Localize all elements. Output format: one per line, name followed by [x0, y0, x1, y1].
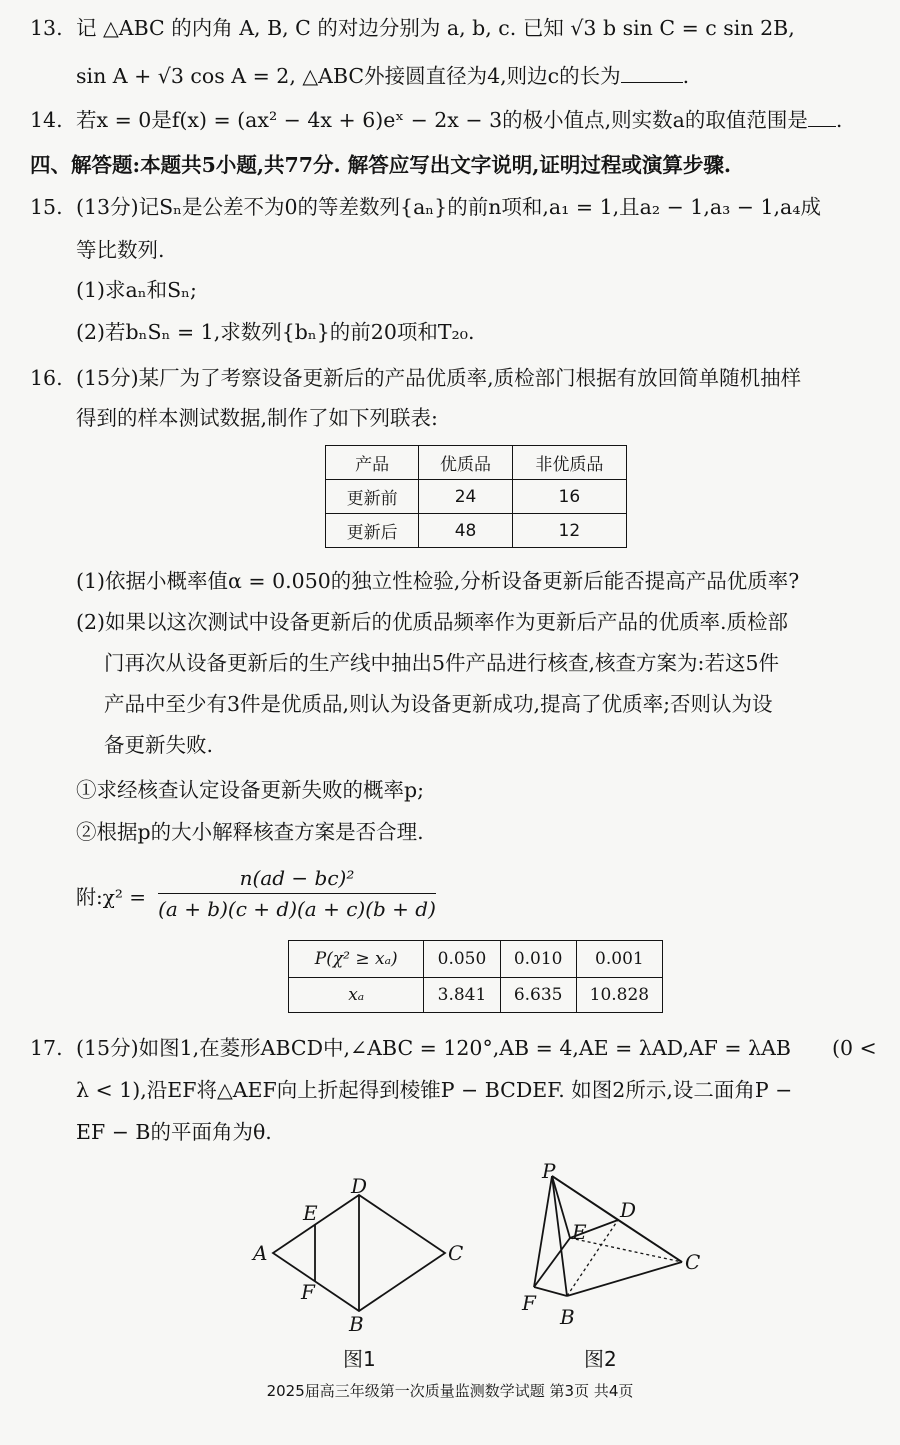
q14-answer-blank	[808, 106, 836, 127]
edge-dc	[618, 1220, 682, 1262]
table-header-cell: 优质品	[419, 446, 512, 480]
q17-text-2: λ < 1),沿EF将△AEF向上折起得到棱锥P − BCDEF. 如图2所示,设二面角P −	[76, 1078, 793, 1102]
q14-number: 14.	[30, 108, 63, 132]
table-row	[326, 480, 627, 514]
edge-fb	[534, 1287, 567, 1296]
label-a: A	[253, 1241, 268, 1265]
q16-sub1: ①求经核查认定设备更新失败的概率p;	[76, 778, 425, 802]
q16-part2-line4: 备更新失败.	[104, 733, 214, 757]
q15-number: 15.	[30, 195, 63, 219]
table-cell: 16	[512, 480, 626, 514]
label-e: E	[303, 1201, 318, 1225]
q15-part1: (1)求aₙ和Sₙ;	[76, 278, 197, 302]
edge-pb	[552, 1176, 567, 1296]
table-header-cell: 非优质品	[512, 446, 626, 480]
table-cell: 24	[419, 480, 512, 514]
q16-number: 16.	[30, 366, 63, 390]
appendix-label: 附:χ² =	[76, 885, 146, 909]
q16-part2-line1: (2)如果以这次测试中设备更新后的优质品频率作为更新后产品的优质率.质检部	[76, 610, 789, 634]
table-row	[289, 941, 663, 978]
table-cell: 更新后	[326, 514, 419, 548]
q13-text-1: 记 △ABC 的内角 A, B, C 的对边分别为 a, b, c. 已知 √3 b sin C = c sin 2B,	[76, 16, 795, 40]
q16-text-1: (15分)某厂为了考察设备更新后的产品优质率,质检部门根据有放回简单随机抽样	[76, 366, 802, 390]
fraction-bar	[158, 893, 436, 894]
table-header-cell: 产品	[326, 446, 419, 480]
figure1-caption: 图1	[343, 1347, 376, 1371]
table-cell: 10.828	[576, 978, 662, 1013]
contingency-table	[325, 445, 627, 548]
edge-pd	[552, 1176, 618, 1220]
table-row	[289, 978, 663, 1013]
table-cell: 0.050	[424, 941, 500, 978]
label-c: C	[448, 1241, 464, 1265]
q13-text-2: sin A + √3 cos A = 2, △ABC外接圆直径为4,则边c的长为	[76, 64, 621, 88]
q17-text-1: (15分)如图1,在菱形ABCD中,∠ABC = 120°,AB = 4,AE = λAD,AF = λAB	[76, 1036, 791, 1060]
q17-text-3: EF − B的平面角为θ.	[76, 1120, 272, 1144]
section4-heading: 四、解答题:本题共5小题,共77分. 解答应写出文字说明,证明过程或演算步骤.	[30, 153, 732, 177]
table-cell: xₐ	[289, 978, 424, 1013]
formula-denominator: (a + b)(c + d)(a + c)(b + d)	[158, 897, 436, 921]
table-cell: 12	[512, 514, 626, 548]
label-e: E	[572, 1220, 587, 1244]
critical-value-table	[288, 940, 663, 1013]
table-row	[326, 514, 627, 548]
label-c: C	[685, 1250, 701, 1274]
label-f: F	[522, 1291, 536, 1315]
figure1-rhombus	[245, 1175, 475, 1335]
q16-part1: (1)依据小概率值α = 0.050的独立性检验,分析设备更新后能否提高产品优质率?	[76, 569, 800, 593]
formula-numerator: n(ad − bc)²	[239, 866, 355, 890]
table-cell: 0.001	[576, 941, 662, 978]
edge-bc	[567, 1262, 682, 1296]
q13-answer-blank	[621, 62, 683, 83]
table-cell: 0.010	[500, 941, 576, 978]
label-b: B	[349, 1312, 364, 1335]
table-cell: 3.841	[424, 978, 500, 1013]
label-d: D	[351, 1175, 368, 1198]
q17-number: 17.	[30, 1036, 63, 1060]
label-b: B	[560, 1305, 575, 1329]
table-cell: 48	[419, 514, 512, 548]
q13-number: 13.	[30, 16, 63, 40]
q16-sub2: ②根据p的大小解释核查方案是否合理.	[76, 820, 424, 844]
table-header-row	[326, 446, 627, 480]
edge-pf	[534, 1176, 552, 1287]
table-cell: 更新前	[326, 480, 419, 514]
q15-text-1: (13分)记Sₙ是公差不为0的等差数列{aₙ}的前n项和,a₁ = 1,且a₂ − 1,a₃ − 1,a₄成	[76, 195, 821, 219]
q14-text: 若x = 0是f(x) = (ax² − 4x + 6)eˣ − 2x − 3的极小值点,则实数a的取值范围是	[76, 108, 808, 132]
q16-text-2: 得到的样本测试数据,制作了如下列联表:	[76, 406, 438, 430]
q17-text-1-tail: (0 <	[832, 1036, 877, 1060]
figure2-pyramid	[510, 1160, 710, 1335]
table-cell: P(χ² ≥ xₐ)	[289, 941, 424, 978]
q16-part2-line2: 门再次从设备更新后的生产线中抽出5件产品进行核查,核查方案为:若这5件	[104, 651, 780, 675]
table-cell: 6.635	[500, 978, 576, 1013]
figure2-caption: 图2	[584, 1347, 617, 1371]
q15-text-2: 等比数列.	[76, 238, 165, 262]
q15-part2: (2)若bₙSₙ = 1,求数列{bₙ}的前20项和T₂₀.	[76, 320, 475, 344]
q16-part2-line3: 产品中至少有3件是优质品,则认为设备更新成功,提高了优质率;否则认为设	[104, 692, 773, 716]
label-p: P	[542, 1160, 556, 1183]
label-f: F	[301, 1280, 315, 1304]
formula-fraction	[158, 865, 436, 922]
page-footer: 2025届高三年级第一次质量监测数学试题 第3页 共4页	[266, 1382, 634, 1400]
label-d: D	[620, 1198, 637, 1222]
